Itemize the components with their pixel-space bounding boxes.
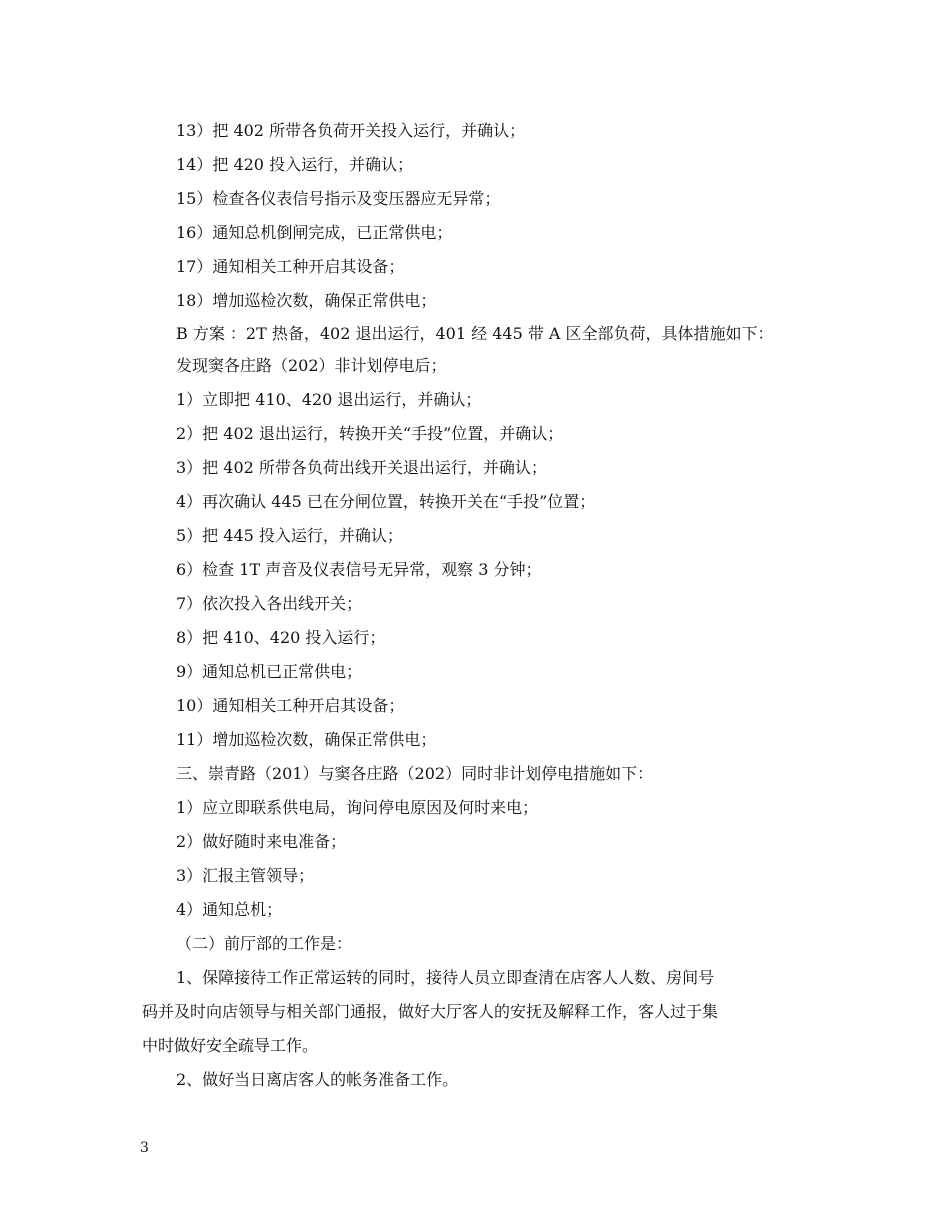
text-line-16: 8）把 410、420 投入运行； xyxy=(176,628,386,647)
text-line-5: 17）通知相关工种开启其设备； xyxy=(176,257,405,276)
text-line-4: 16）通知总机倒闸完成，已正常供电； xyxy=(176,223,453,242)
text-line-23: 3）汇报主管领导； xyxy=(176,866,315,885)
page-number: 3 xyxy=(140,1140,149,1156)
section-heading: （二）前厅部的工作是： xyxy=(176,934,353,953)
text-line-17: 9）通知总机已正常供电； xyxy=(176,662,363,681)
text-line-20: 三、崇青路（201）与窦各庄路（202）同时非计划停电措施如下： xyxy=(176,764,654,783)
paragraph-1-line-1: 1、保障接待工作正常运转的同时，接待人员立即查清在店客人人数、房间号 xyxy=(176,968,715,987)
text-line-8: 发现窦各庄路（202）非计划停电后； xyxy=(176,356,447,375)
text-line-11: 3）把 402 所带各负荷出线开关退出运行，并确认； xyxy=(176,458,547,477)
paragraph-2-line-1: 2、做好当日离店客人的帐务准备工作。 xyxy=(176,1070,459,1089)
text-line-13: 5）把 445 投入运行，并确认； xyxy=(176,526,403,545)
text-line-9: 1）立即把 410、420 退出运行，并确认； xyxy=(176,390,482,409)
text-line-19: 11）增加巡检次数，确保正常供电； xyxy=(176,730,437,749)
text-line-22: 2）做好随时来电准备； xyxy=(176,832,347,851)
text-line-2: 14）把 420 投入运行，并确认； xyxy=(176,155,414,174)
text-line-6: 18）增加巡检次数，确保正常供电； xyxy=(176,291,437,310)
text-line-3: 15）检查各仪表信号指示及变压器应无异常； xyxy=(176,189,501,208)
text-line-12: 4）再次确认 445 已在分闸位置，转换开关在“手投”位置； xyxy=(176,492,596,511)
text-line-24: 4）通知总机； xyxy=(176,900,283,919)
text-line-14: 6）检查 1T 声音及仪表信号无异常，观察 3 分钟； xyxy=(176,560,542,579)
text-line-15: 7）依次投入各出线开关； xyxy=(176,594,363,613)
text-line-21: 1）应立即联系供电局，询问停电原因及何时来电； xyxy=(176,798,539,817)
text-line-1: 13）把 402 所带各负荷开关投入运行，并确认； xyxy=(176,121,526,140)
text-line-7: B 方案 ：2T 热备，402 退出运行，401 经 445 带 A 区全部负荷，具体措施如下： xyxy=(176,324,774,343)
paragraph-1-line-3: 中时做好安全疏导工作。 xyxy=(142,1036,319,1055)
text-line-10: 2）把 402 退出运行，转换开关“手投”位置，并确认； xyxy=(176,424,564,443)
text-line-18: 10）通知相关工种开启其设备； xyxy=(176,696,405,715)
paragraph-1-line-2: 码并及时向店领导与相关部门通报，做好大厅客人的安抚及解释工作，客人过于集 xyxy=(142,1002,719,1021)
